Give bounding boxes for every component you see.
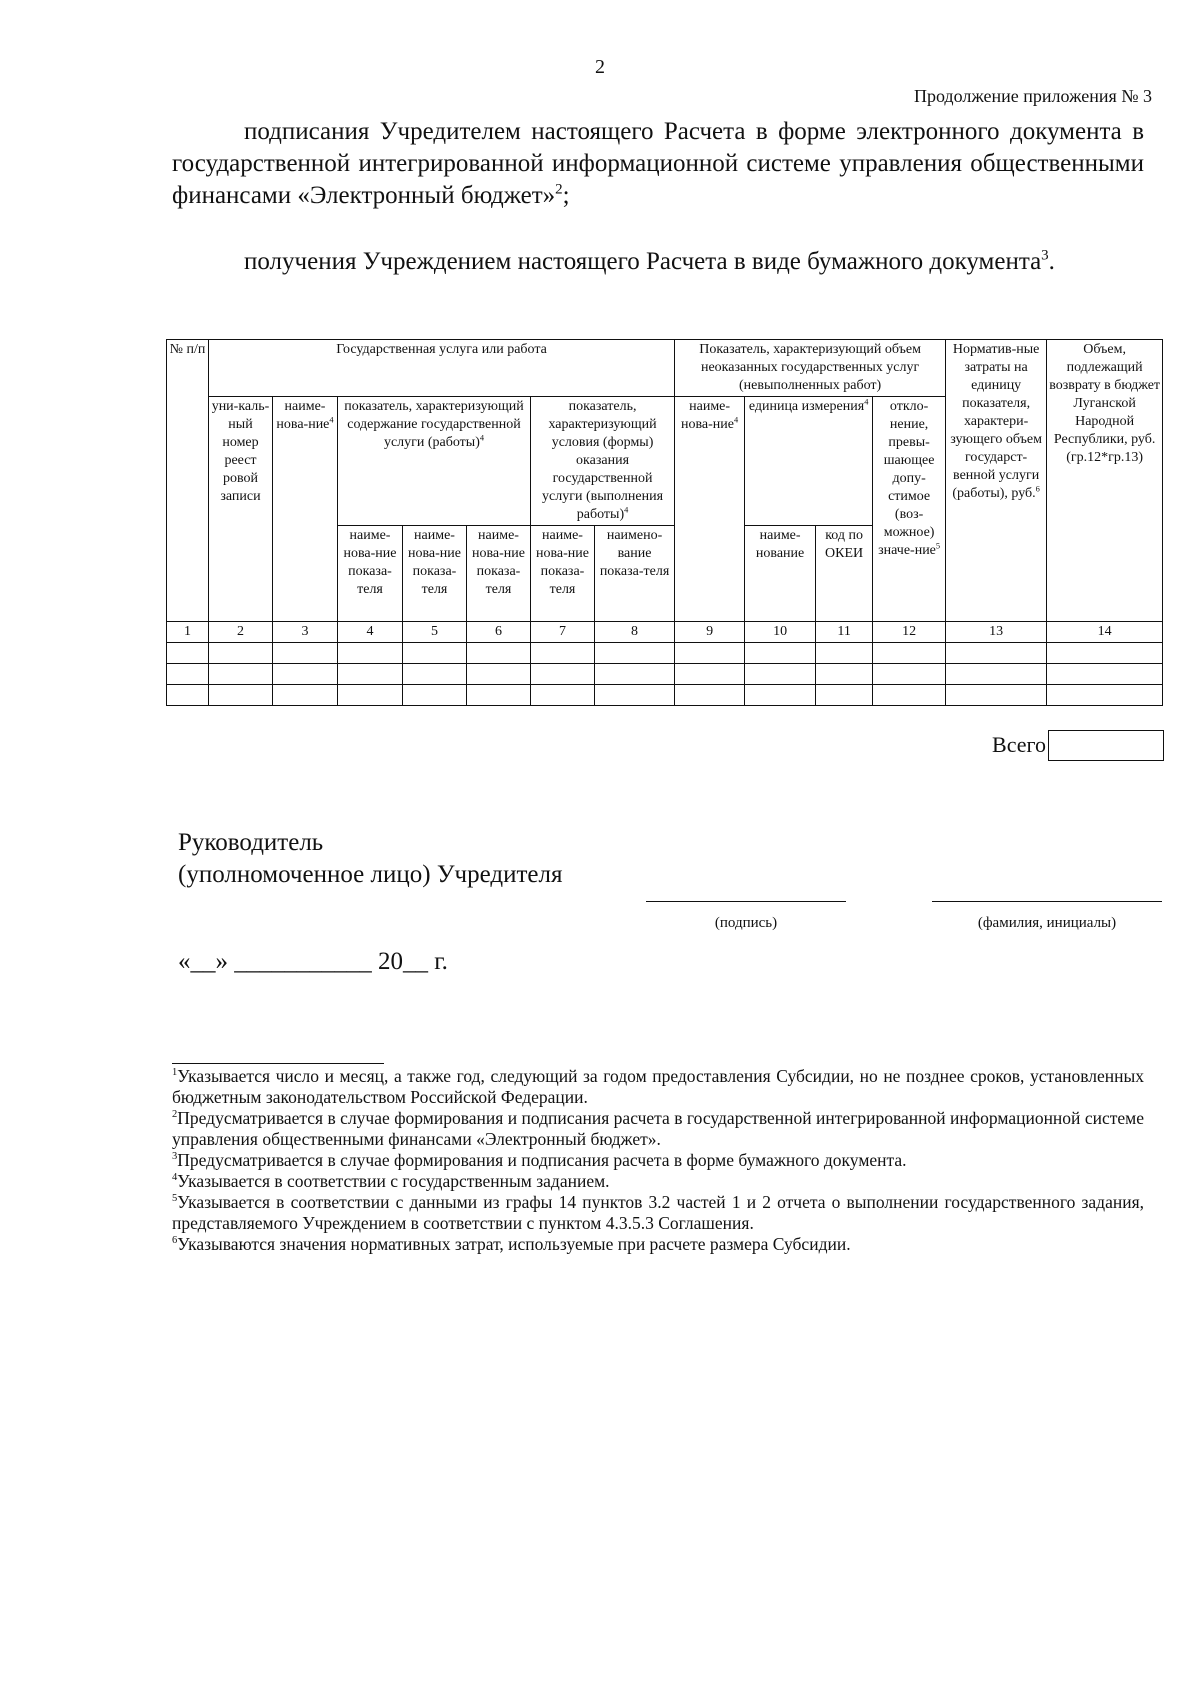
table-cell[interactable] bbox=[1047, 664, 1163, 685]
signature-caption: (подпись) bbox=[714, 915, 778, 931]
date-month-blank: ___________ bbox=[234, 948, 372, 975]
table-cell[interactable] bbox=[338, 685, 403, 706]
paragraph-paper-receipt bbox=[172, 246, 1144, 278]
paragraph-text: получения Учреждением настоящего Расчета в виде бумажного документа bbox=[244, 248, 1042, 275]
footnote-ref: 2 bbox=[555, 181, 563, 198]
table-cell[interactable] bbox=[675, 664, 745, 685]
table-cell[interactable] bbox=[209, 685, 273, 706]
total-value-cell[interactable] bbox=[1048, 730, 1164, 761]
refund-calculation-table bbox=[166, 339, 1163, 706]
column-number: 14 bbox=[1047, 622, 1163, 643]
column-number: 7 bbox=[531, 622, 595, 643]
footnote-6: $^6$Указываются значения нормативных затрат, используемые при расчете размера Субсидии. bbox=[172, 1234, 851, 1254]
header-sub-indicator-name: наиме-нова-ние показа-теля bbox=[467, 526, 531, 622]
table-row bbox=[167, 643, 1163, 664]
table-cell[interactable] bbox=[167, 685, 209, 706]
appendix-continuation-label: Продолжение приложения № 3 bbox=[913, 86, 1152, 106]
page-number: 2 bbox=[595, 56, 605, 78]
table-cell[interactable] bbox=[167, 643, 209, 664]
table-cell[interactable] bbox=[273, 685, 338, 706]
table-cell[interactable] bbox=[403, 664, 467, 685]
name-initials-caption: (фамилия, инициалы) bbox=[977, 915, 1117, 931]
table-cell[interactable] bbox=[338, 664, 403, 685]
table-cell[interactable] bbox=[167, 664, 209, 685]
header-sub-indicator-name-alt: наимено-вание показа-теля bbox=[595, 526, 675, 622]
table-cell[interactable] bbox=[595, 664, 675, 685]
table-cell[interactable] bbox=[675, 685, 745, 706]
header-unit-name: наиме-нование bbox=[745, 526, 816, 622]
paragraph-tail: . bbox=[1048, 248, 1055, 275]
header-sub-indicator-name: наиме-нова-ние показа-теля bbox=[403, 526, 467, 622]
footnote-separator bbox=[172, 1063, 384, 1064]
table-cell[interactable] bbox=[209, 643, 273, 664]
footnote-1: $^1$Указывается число и месяц, а также год, следующий за годом предоставления Субсидии, но не позднее сроков, установленных бюджетным законодательством Российской Федерации. bbox=[172, 1066, 1144, 1107]
table-cell[interactable] bbox=[675, 643, 745, 664]
column-number: 10 bbox=[745, 622, 816, 643]
table-row bbox=[167, 664, 1163, 685]
column-number: 13 bbox=[946, 622, 1047, 643]
header-volume-indicator: Показатель, характеризующий объем неоказанных государственных услуг (невыполненных работ) bbox=[675, 340, 946, 397]
paragraph-text: подписания Учредителем настоящего Расчета в форме электронного документа в государственной интегрированной информационной системе управления общественными финансами «Электронный бюджет» bbox=[172, 118, 1144, 209]
table-cell[interactable] bbox=[595, 643, 675, 664]
footnote-3: $^3$Предусматривается в случае формирования и подписания расчета в форме бумажного документа. bbox=[172, 1150, 907, 1170]
header-indicator-name: наиме-нова-ние$^4$ bbox=[675, 397, 745, 622]
table-cell[interactable] bbox=[1047, 685, 1163, 706]
footnote-5: $^5$Указывается в соответствии с данными из графы 14 пунктов 3.2 частей 1 и 2 отчета о выполнении государственного задания, представляемого Учреждением в соответствии с пунктом 4.3.5.3 Соглашения. bbox=[172, 1192, 1144, 1233]
table-cell[interactable] bbox=[273, 664, 338, 685]
table-cell[interactable] bbox=[273, 643, 338, 664]
signatory-title-line1: Руководитель bbox=[178, 829, 324, 856]
header-sub-indicator-name: наиме-нова-ние показа-теля bbox=[531, 526, 595, 622]
column-number: 8 bbox=[595, 622, 675, 643]
table-cell[interactable] bbox=[338, 643, 403, 664]
paragraph-tail: ; bbox=[562, 182, 570, 209]
table-cell[interactable] bbox=[403, 685, 467, 706]
table-cell[interactable] bbox=[745, 685, 816, 706]
table-cell[interactable] bbox=[816, 664, 873, 685]
footnote-ref: 3 bbox=[1041, 247, 1049, 264]
table-cell[interactable] bbox=[946, 643, 1047, 664]
table-cell[interactable] bbox=[403, 643, 467, 664]
total-label: Всего bbox=[992, 732, 1046, 757]
column-number: 2 bbox=[209, 622, 273, 643]
header-unit-of-measure: единица измерения$^4$ bbox=[745, 397, 873, 526]
column-number: 3 bbox=[273, 622, 338, 643]
table-cell[interactable] bbox=[531, 685, 595, 706]
footnote-4: $^4$Указывается в соответствии с государственным заданием. bbox=[172, 1171, 610, 1191]
header-normative-costs: Норматив-ные затраты на единицу показателя, характери-зующего объем государст-венной услуги (работы), руб.$^6$ bbox=[946, 340, 1047, 622]
signing-date bbox=[178, 946, 448, 978]
header-refund-volume: Объем, подлежащий возврату в бюджет Луганской Народной Республики, руб. (гр.12*гр.13) bbox=[1047, 340, 1163, 622]
header-unique-registry-number: уни-каль-ный номер реест ровой записи bbox=[209, 397, 273, 622]
column-number: 1 bbox=[167, 622, 209, 643]
date-year: 20__ г. bbox=[371, 948, 448, 975]
table-cell[interactable] bbox=[467, 685, 531, 706]
header-conditions-indicator: показатель, характеризующий условия (формы) оказания государственной услуги (выполнения работы)$^4$ bbox=[531, 397, 675, 526]
table-cell[interactable] bbox=[209, 664, 273, 685]
header-unit-okei-code: код по ОКЕИ bbox=[816, 526, 873, 622]
table-cell[interactable] bbox=[745, 643, 816, 664]
column-number: 6 bbox=[467, 622, 531, 643]
table-cell[interactable] bbox=[531, 664, 595, 685]
table-cell[interactable] bbox=[745, 664, 816, 685]
table-cell[interactable] bbox=[946, 664, 1047, 685]
table-cell[interactable] bbox=[816, 643, 873, 664]
table-cell[interactable] bbox=[873, 664, 946, 685]
header-service-or-work: Государственная услуга или работа bbox=[209, 340, 675, 397]
table-cell[interactable] bbox=[816, 685, 873, 706]
column-number: 12 bbox=[873, 622, 946, 643]
table-cell[interactable] bbox=[595, 685, 675, 706]
header-sub-indicator-name: наиме-нова-ние показа-теля bbox=[338, 526, 403, 622]
table-cell[interactable] bbox=[946, 685, 1047, 706]
date-day: «__» bbox=[178, 948, 235, 975]
table-cell[interactable] bbox=[873, 685, 946, 706]
header-row-number: № п/п bbox=[167, 340, 209, 622]
signature-line[interactable] bbox=[646, 901, 846, 902]
header-content-indicator: показатель, характеризующий содержание государственной услуги (работы)$^4$ bbox=[338, 397, 531, 526]
footnotes bbox=[172, 1066, 1144, 1255]
footnote-2: $^2$Предусматривается в случае формирования и подписания расчета в государственной интегрированной информационной системе управления общественными финансами «Электронный бюджет». bbox=[172, 1108, 1144, 1149]
column-number: 11 bbox=[816, 622, 873, 643]
table-cell[interactable] bbox=[467, 664, 531, 685]
header-deviation: откло-нение, превы-шающее допу-стимое (воз-можное) значе-ние$^5$ bbox=[873, 397, 946, 622]
signatory-title-line2: (уполномоченное лицо) Учредителя bbox=[178, 861, 563, 888]
table-cell[interactable] bbox=[531, 643, 595, 664]
table-cell[interactable] bbox=[873, 643, 946, 664]
name-initials-line[interactable] bbox=[932, 901, 1162, 902]
column-number-row bbox=[167, 622, 1163, 643]
table-cell[interactable] bbox=[467, 643, 531, 664]
table-row bbox=[167, 685, 1163, 706]
table-cell[interactable] bbox=[1047, 643, 1163, 664]
column-number: 5 bbox=[403, 622, 467, 643]
header-service-name: наиме-нова-ние$^4$ bbox=[273, 397, 338, 622]
column-number: 9 bbox=[675, 622, 745, 643]
column-number: 4 bbox=[338, 622, 403, 643]
paragraph-electronic-signing bbox=[172, 116, 1144, 212]
